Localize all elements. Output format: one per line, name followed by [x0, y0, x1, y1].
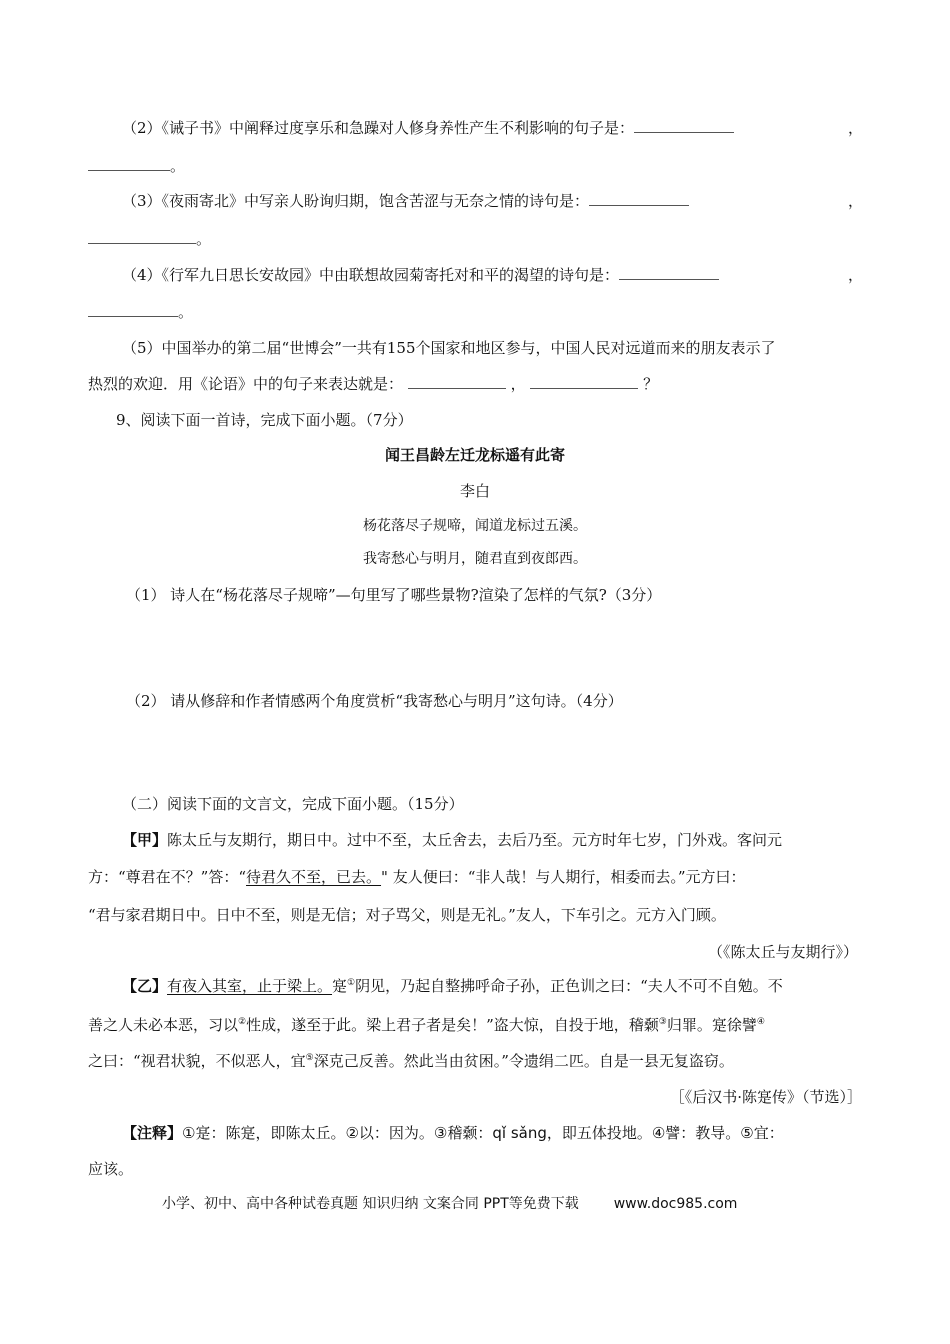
poem-line-2: 我寄愁心与明月，随君直到夜郎西。	[363, 551, 587, 567]
jia-line-1	[122, 829, 782, 851]
q8-item5-end: ？	[643, 375, 659, 393]
jia-text-2b: " 友人便曰：“非人哉！与人期行，相委而去。”元方曰：	[381, 868, 746, 886]
footer-url[interactable]: www.doc985.com	[613, 1196, 738, 1212]
answer-blank[interactable]	[408, 374, 506, 389]
poem-author: 李白	[459, 482, 490, 500]
q8-item5-line1: （5）中国举办的第二届“世博会”一共有155个国家和地区参与，中国人民对远道而来的朋友表示了	[122, 339, 776, 357]
yi-text-1b: 阴见，乃起自整拂呼命子孙，正色训之曰：“夫人不可不自勉。不	[355, 977, 783, 995]
q8-item5-line2	[88, 373, 658, 395]
jia-text-2a: 方：“尊君在不？”答：“	[88, 868, 247, 886]
answer-blank[interactable]	[589, 191, 689, 206]
q8-item4-end: 。	[178, 303, 194, 321]
footnote-marker-4: ④	[756, 1017, 765, 1027]
yi-line-3	[88, 1050, 734, 1072]
yi-label: 【乙】	[122, 977, 168, 995]
answer-blank[interactable]	[88, 302, 178, 317]
q8-item3-text: （3）《夜雨寄北》中写亲人盼询归期，饱含苦涩与无奈之情的诗句是：	[122, 192, 590, 210]
q8-item2	[122, 117, 734, 139]
q8-item3	[122, 190, 689, 212]
answer-blank[interactable]	[88, 229, 196, 244]
q8-item5-text: 热烈的欢迎．用《论语》中的句子来表达就是：	[88, 375, 404, 393]
q8-item2-text: （2）《诫子书》中阐释过度享乐和急躁对人修身养性产生不利影响的句子是：	[122, 119, 635, 137]
q8-item3-comma: ，	[848, 192, 864, 210]
footnote-marker-2: ②	[238, 1017, 247, 1027]
q9-sub1: （1） 诗人在“杨花落尽子规啼”—句里写了哪些景物?渲染了怎样的气氛?（3分）	[126, 586, 662, 604]
yi-source: ［《后汉书·陈寔传》（节选）］	[669, 1088, 862, 1106]
yi-text-2c: 归罪。寔徐譬	[666, 1016, 757, 1034]
q8-item2-line2	[88, 155, 185, 177]
q8-item4-text: （4）《行军九日思长安故园》中由联想故园菊寄托对和平的渴望的诗句是：	[122, 266, 620, 284]
jia-source: （《陈太丘与友期行》）	[707, 943, 858, 961]
jia-text-1: 陈太丘与友期行，期日中。过中不至，太丘舍去，去后乃至。元方时年七岁，门外戏。客问元	[167, 831, 783, 849]
jia-label: 【甲】	[122, 831, 168, 849]
yi-text-3b: 深克己反善。然此当由贫困。”令遗绢二匹。自是一县无复盗窃。	[313, 1052, 734, 1070]
footnote-marker-1: ①	[347, 978, 356, 988]
q8-item2-comma: ，	[848, 119, 864, 137]
jia-line-2	[88, 866, 746, 888]
yi-text-2a: 善之人未必本恶，习以	[88, 1016, 239, 1034]
notes-text-1: ①寔：陈寔，即陈太丘。②以：因为。③稽颡：qǐ sǎng，即五体投地。④譬：教导。⑤宜：	[182, 1124, 784, 1142]
yi-line-1	[122, 975, 783, 997]
q8-item4-line2	[88, 301, 193, 323]
notes-line-2: 应该。	[88, 1160, 134, 1178]
poem-line-1: 杨花落尽子规啼，闻道龙标过五溪。	[363, 518, 587, 534]
poem-title: 闻王昌龄左迁龙标遥有此寄	[384, 446, 565, 464]
yi-line-2	[88, 1014, 765, 1036]
notes-line-1	[122, 1122, 784, 1144]
q8-item3-line2	[88, 228, 211, 250]
yi-text-1a: 寔	[332, 977, 348, 995]
answer-blank[interactable]	[619, 265, 719, 280]
section2-heading: （二）阅读下面的文言文，完成下面小题。（15分）	[122, 795, 464, 813]
footnote-marker-3: ③	[658, 1017, 667, 1027]
answer-blank[interactable]	[530, 374, 638, 389]
footer-text: 小学、初中、高中各种试卷真题 知识归纳 文案合同 PPT等免费下载	[162, 1196, 579, 1212]
answer-blank[interactable]	[88, 156, 170, 171]
q9-heading: 9、阅读下面一首诗，完成下面小题。（7分）	[116, 411, 413, 429]
q9-sub2: （2） 请从修辞和作者情感两个角度赏析“我寄愁心与明月”这句诗。（4分）	[126, 692, 623, 710]
yi-text-3a: 之曰：“视君状貌，不似恶人，宜	[88, 1052, 306, 1070]
yi-text-2b: 性成，遂至于此。梁上君子者是矣！”盗大惊，自投于地，稽颡	[246, 1016, 659, 1034]
q8-item4	[122, 264, 719, 286]
answer-blank[interactable]	[634, 118, 734, 133]
yi-underlined-sentence: 有夜入其室，止于梁上。	[167, 977, 333, 995]
q8-item5-comma: ，	[510, 375, 526, 393]
q8-item3-end: 。	[196, 230, 212, 248]
notes-label: 【注释】	[122, 1124, 183, 1142]
jia-line-3: “君与家君期日中。日中不至，则是无信；对子骂父，则是无礼。”友人，下车引之。元方入门顾。	[88, 906, 726, 924]
jia-underlined-sentence: 待君久不至，已去。	[246, 868, 382, 886]
q8-item2-end: 。	[170, 157, 186, 175]
footnote-marker-5: ⑤	[305, 1053, 314, 1063]
footer	[162, 1193, 737, 1215]
q8-item4-comma: ，	[848, 266, 864, 284]
